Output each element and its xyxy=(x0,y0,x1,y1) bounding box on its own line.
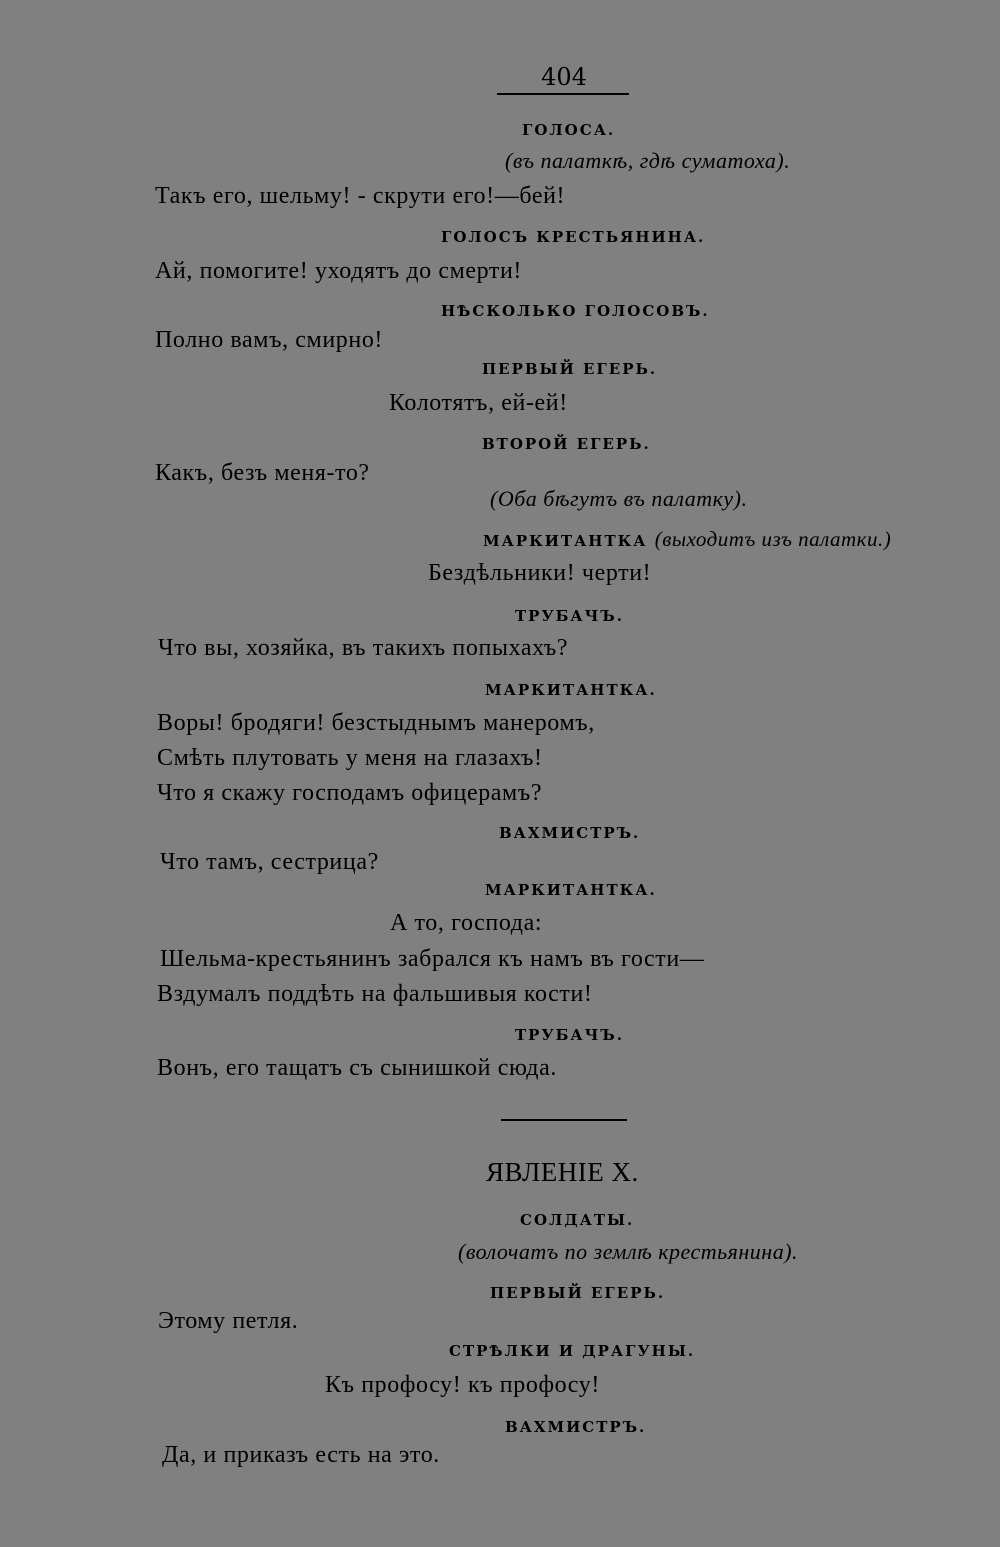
speaker-name: ПЕРВЫЙ ЕГЕРЬ. xyxy=(490,1284,666,1302)
stage-direction: (выходитъ изъ палатки.) xyxy=(654,527,892,551)
verse-line: Что тамъ, сестрица? xyxy=(160,849,379,875)
verse-line: А то, господа: xyxy=(390,910,543,936)
stage-direction: (Оба бѣгутъ въ палатку). xyxy=(490,486,748,511)
verse-line: Этому петля. xyxy=(158,1308,299,1334)
verse-line: Что я скажу господамъ офицерамъ? xyxy=(157,780,543,806)
verse-line: Колотятъ, ей-ей! xyxy=(389,390,568,416)
verse-line: Полно вамъ, смирно! xyxy=(155,327,384,353)
speaker-name: ТРУБАЧЪ. xyxy=(515,1026,624,1044)
verse-line: Воры! бродяги! безстыднымъ манеромъ, xyxy=(157,710,595,736)
speaker-name: ВАХМИСТРЪ. xyxy=(505,1418,647,1436)
speaker-name: МАРКИТАНТКА. xyxy=(485,681,657,699)
speaker-name: ВАХМИСТРЪ. xyxy=(499,824,641,842)
verse-line: Ай, помогите! уходятъ до смерти! xyxy=(155,258,523,284)
verse-line: Смѣть плутовать у меня на глазахъ! xyxy=(157,745,543,771)
verse-line: Какъ, безъ меня-то? xyxy=(155,460,370,486)
verse-line: Вонъ, его тащатъ съ сынишкой сюда. xyxy=(157,1055,557,1081)
speaker-name: МАРКИТАНТКА. xyxy=(485,881,657,899)
speaker-name: НѢСКОЛЬКО ГОЛОСОВЪ. xyxy=(441,302,710,320)
verse-line: Такъ его, шельму! - скрути его!—бей! xyxy=(155,183,566,209)
speaker-name: СТРѢЛКИ И ДРАГУНЫ. xyxy=(449,1342,696,1360)
speaker-name: ВТОРОЙ ЕГЕРЬ. xyxy=(482,435,651,453)
verse-line: Шельма-крестьянинъ забрался къ намъ въ гости— xyxy=(160,946,705,972)
stage-direction: (въ палаткѣ, гдѣ суматоха). xyxy=(505,148,791,173)
verse-line: Вздумалъ поддѣть на фальшивыя кости! xyxy=(157,981,593,1007)
scene-title: ЯВЛЕНIЕ X. xyxy=(486,1157,639,1187)
scene-divider xyxy=(501,1119,627,1121)
speaker-label: МАРКИТАНТКА xyxy=(483,532,648,550)
verse-line: Да, и приказъ есть на это. xyxy=(162,1442,440,1468)
verse-line: Бездѣльники! черти! xyxy=(428,560,652,586)
speaker-name: ГОЛОСА. xyxy=(522,121,616,139)
speaker-name: ТРУБАЧЪ. xyxy=(515,607,624,625)
page-number: 404 xyxy=(541,63,587,91)
header-rule xyxy=(497,93,629,95)
verse-line: Къ профосу! къ профосу! xyxy=(325,1372,600,1398)
speaker-name xyxy=(483,526,891,554)
speaker-name: СОЛДАТЫ. xyxy=(520,1211,635,1229)
stage-direction: (волочатъ по землѣ крестьянина). xyxy=(458,1239,799,1264)
verse-line: Что вы, хозяйка, въ такихъ попыхахъ? xyxy=(158,635,569,661)
speaker-name: ПЕРВЫЙ ЕГЕРЬ. xyxy=(482,360,658,378)
speaker-name: ГОЛОСЪ КРЕСТЬЯНИНА. xyxy=(441,228,706,246)
